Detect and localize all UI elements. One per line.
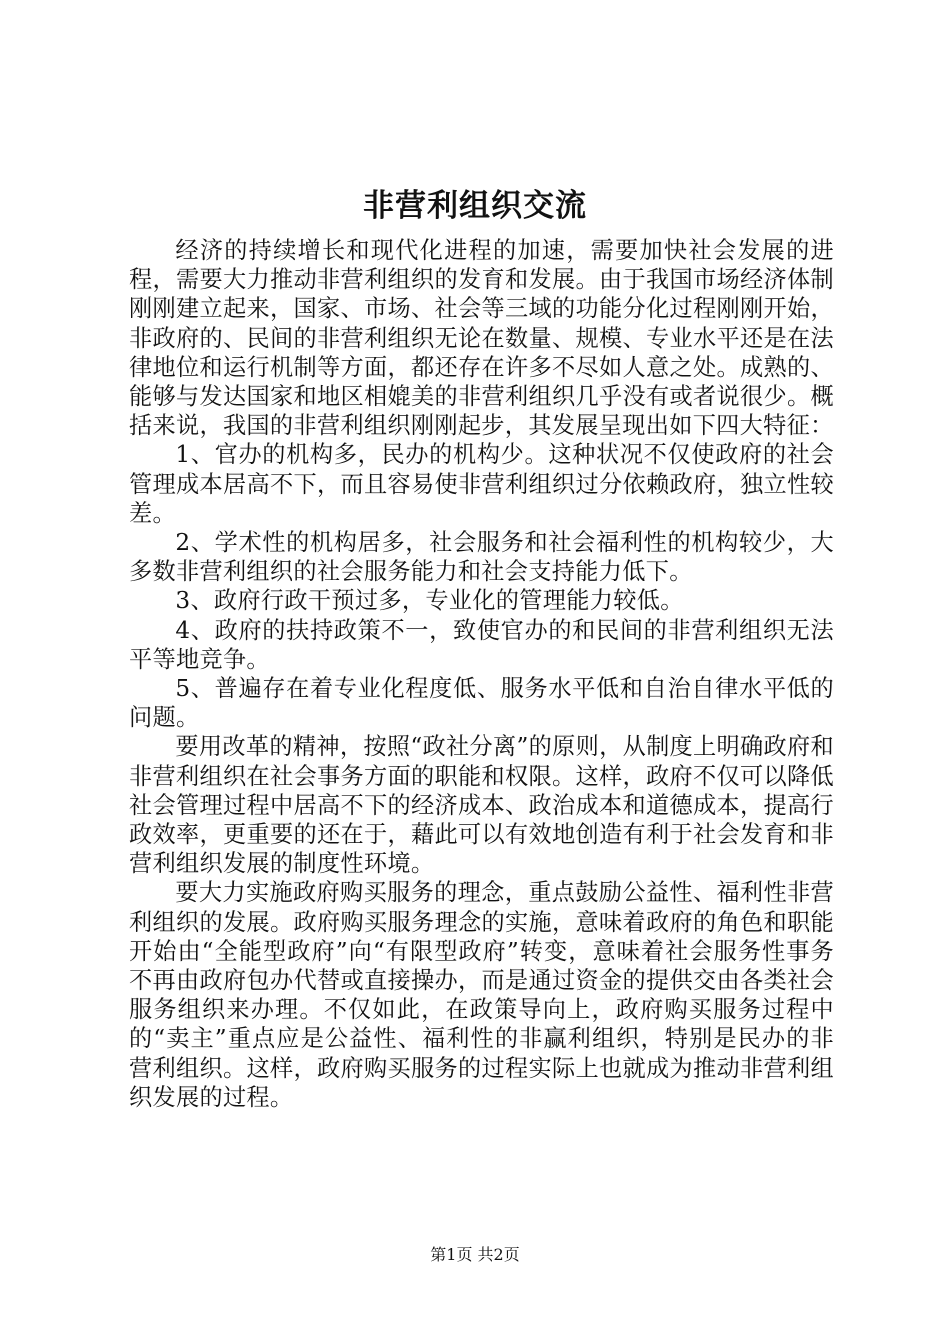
list-item-4: 4、政府的扶持政策不一，致使官办的和民间的非营利组织无法平等地竞争。 [129, 616, 834, 673]
list-item-1: 1、官办的机构多，民办的机构少。这种状况不仅使政府的社会管理成本居高不下，而且容易使非营利组织过分依赖政府，独立性较差。 [129, 441, 834, 527]
document-body [129, 236, 834, 1112]
list-item-2: 2、学术性的机构居多，社会服务和社会福利性的机构较少，大多数非营利组织的社会服务能力和社会支持能力低下。 [129, 529, 834, 586]
page-number-footer: 第1页 共2页 [430, 1245, 520, 1264]
document-title: 非营利组织交流 [363, 188, 587, 224]
list-item-3: 3、政府行政干预过多，专业化的管理能力较低。 [175, 587, 684, 615]
paragraph-intro: 经济的持续增长和现代化进程的加速，需要加快社会发展的进程，需要大力推动非营利组织的发育和发展。由于我国市场经济体制刚刚建立起来，国家、市场、社会等三域的功能分化过程刚刚开始，非政府的、民间的非营利组织无论在数量、规模、专业水平还是在法律地位和运行机制等方面，都还存在许多不尽如人意之处。成熟的、能够与发达国家和地区相媲美的非营利组织几乎没有或者说很少。概括来说，我国的非营利组织刚刚起步，其发展呈现出如下四大特征： [129, 237, 834, 440]
paragraph-purchase: 要大力实施政府购买服务的理念，重点鼓励公益性、福利性非营利组织的发展。政府购买服务理念的实施，意味着政府的角色和职能开始由“全能型政府”向“有限型政府”转变，意味着社会服务性事务不再由政府包办代替或直接操办，而是通过资金的提供交由各类社会服务组织来办理。不仅如此，在政策导向上，政府购买服务过程中的“卖主”重点应是公益性、福利性的非赢利组织，特别是民办的非营利组织。这样，政府购买服务的过程实际上也就成为推动非营利组织发展的过程。 [129, 879, 834, 1111]
list-item-5: 5、普遍存在着专业化程度低、服务水平低和自治自律水平低的问题。 [129, 675, 834, 732]
paragraph-reform: 要用改革的精神，按照“政社分离”的原则，从制度上明确政府和非营利组织在社会事务方面的职能和权限。这样，政府不仅可以降低社会管理过程中居高不下的经济成本、政治成本和道德成本，提高行政效率，更重要的还在于，藉此可以有效地创造有利于社会发育和非营利组织发展的制度性环境。 [129, 733, 834, 878]
